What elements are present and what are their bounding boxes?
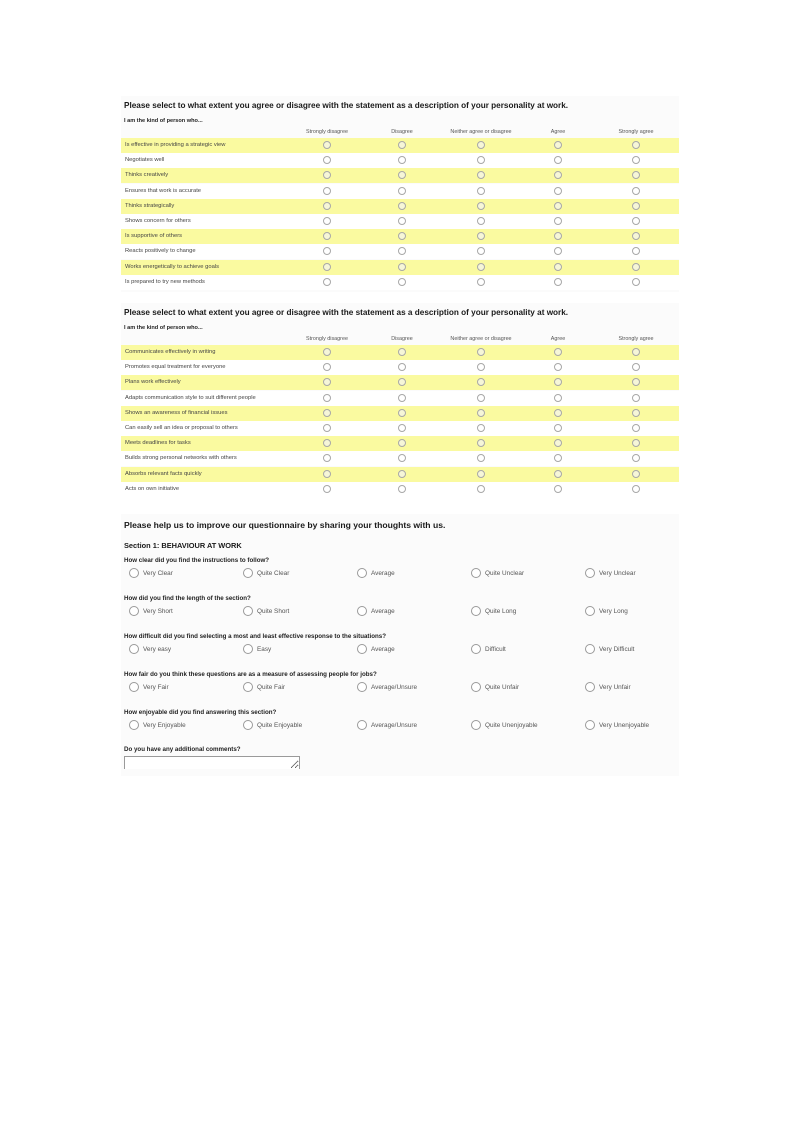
- row-label: Ensures that work is accurate: [125, 187, 202, 194]
- table-row: [121, 184, 679, 199]
- radio-strongly-agree[interactable]: [632, 247, 640, 255]
- radio-agree[interactable]: [554, 470, 562, 478]
- column-header-neither-agree-or-disagree: Neither agree or disagree: [450, 129, 512, 135]
- radio-button[interactable]: [357, 568, 367, 578]
- feedback-question-3: How difficult did you find selecting a most and least effective response to the situations?: [124, 633, 386, 640]
- row-label: Promotes equal treatment for everyone: [125, 364, 226, 371]
- row-label: Can easily sell an idea or proposal to others: [125, 425, 238, 431]
- radio-button[interactable]: [471, 644, 481, 654]
- option-label: Average/Unsure: [371, 721, 418, 729]
- radio-button[interactable]: [585, 682, 595, 692]
- radio-strongly-disagree[interactable]: [323, 202, 331, 210]
- radio-button[interactable]: [243, 568, 253, 578]
- radio-strongly-disagree[interactable]: [323, 485, 331, 493]
- option-label: Very Fair: [143, 683, 169, 691]
- radio-disagree[interactable]: [398, 247, 406, 255]
- radio-disagree[interactable]: [398, 363, 406, 371]
- radio-strongly-disagree[interactable]: [323, 156, 331, 164]
- row-label: Is prepared to try new methods: [125, 278, 205, 285]
- table-row: [121, 260, 679, 275]
- row-label: Shows concern for others: [125, 218, 191, 224]
- column-header-strongly-disagree: Strongly disagree: [306, 336, 348, 342]
- table-row: [121, 275, 679, 290]
- radio-disagree[interactable]: [398, 378, 406, 386]
- grid-1-subtitle: I am the kind of person who...: [124, 118, 203, 124]
- radio-agree[interactable]: [554, 202, 562, 210]
- radio-strongly-disagree[interactable]: [323, 363, 331, 371]
- table-row: [121, 168, 679, 183]
- comments-label: Do you have any additional comments?: [124, 746, 241, 753]
- radio-disagree[interactable]: [398, 217, 406, 225]
- radio-button[interactable]: [585, 606, 595, 616]
- row-label: Acts on own initiative: [125, 485, 180, 492]
- radio-strongly-disagree[interactable]: [323, 394, 331, 402]
- table-row: [121, 244, 679, 259]
- radio-button[interactable]: [585, 720, 595, 730]
- row-label: Plans work effectively: [125, 379, 181, 386]
- table-row: [121, 482, 679, 497]
- radio-strongly-disagree[interactable]: [323, 141, 331, 149]
- radio-strongly-agree[interactable]: [632, 470, 640, 478]
- table-row: [121, 391, 679, 406]
- option-label: Very Long: [599, 607, 628, 615]
- option-label: Quite Unfair: [485, 683, 520, 691]
- radio-neither-agree-or-disagree[interactable]: [477, 217, 485, 225]
- radio-button[interactable]: [585, 568, 595, 578]
- table-row: [121, 436, 679, 451]
- option-label: Very Unclear: [599, 569, 636, 577]
- radio-strongly-disagree[interactable]: [323, 263, 331, 271]
- radio-strongly-agree[interactable]: [632, 141, 640, 149]
- radio-button[interactable]: [357, 644, 367, 654]
- column-header-neither-agree-or-disagree: Neither agree or disagree: [450, 336, 512, 342]
- radio-strongly-disagree[interactable]: [323, 424, 331, 432]
- radio-strongly-disagree[interactable]: [323, 439, 331, 447]
- radio-neither-agree-or-disagree[interactable]: [477, 232, 485, 240]
- option-label: Average: [371, 607, 395, 615]
- radio-agree[interactable]: [554, 171, 562, 179]
- table-row: [121, 360, 679, 375]
- radio-neither-agree-or-disagree[interactable]: [477, 263, 485, 271]
- row-label: Adapts communication style to suit different people: [125, 394, 256, 401]
- radio-strongly-agree[interactable]: [632, 187, 640, 195]
- radio-strongly-agree[interactable]: [632, 454, 640, 462]
- option-label: Average/Unsure: [371, 683, 418, 691]
- feedback-section-heading: Section 1: BEHAVIOUR AT WORK: [124, 541, 242, 550]
- radio-strongly-disagree[interactable]: [323, 470, 331, 478]
- radio-disagree[interactable]: [398, 187, 406, 195]
- column-header-strongly-disagree: Strongly disagree: [306, 129, 348, 135]
- radio-strongly-disagree[interactable]: [323, 217, 331, 225]
- feedback-question-4: How fair do you think these questions are as a measure of assessing people for jobs?: [124, 671, 377, 678]
- table-row: [121, 214, 679, 229]
- radio-disagree[interactable]: [398, 348, 406, 356]
- radio-disagree[interactable]: [398, 232, 406, 240]
- radio-disagree[interactable]: [398, 171, 406, 179]
- radio-strongly-disagree[interactable]: [323, 187, 331, 195]
- radio-button[interactable]: [471, 568, 481, 578]
- table-row: [121, 138, 679, 153]
- radio-agree[interactable]: [554, 278, 562, 286]
- feedback-question-1: How clear did you find the instructions to follow?: [124, 557, 270, 564]
- radio-neither-agree-or-disagree[interactable]: [477, 156, 485, 164]
- radio-neither-agree-or-disagree[interactable]: [477, 348, 485, 356]
- radio-neither-agree-or-disagree[interactable]: [477, 363, 485, 371]
- grid-2-title: Please select to what extent you agree or disagree with the statement as a description of your personality at work.: [124, 308, 569, 317]
- radio-agree[interactable]: [554, 348, 562, 356]
- radio-button[interactable]: [129, 568, 139, 578]
- table-row: [121, 153, 679, 168]
- radio-strongly-agree[interactable]: [632, 409, 640, 417]
- radio-button[interactable]: [357, 682, 367, 692]
- option-label: Difficult: [485, 645, 506, 653]
- radio-agree[interactable]: [554, 394, 562, 402]
- option-label: Quite Fair: [257, 683, 286, 691]
- radio-button[interactable]: [471, 720, 481, 730]
- radio-neither-agree-or-disagree[interactable]: [477, 470, 485, 478]
- radio-strongly-agree[interactable]: [632, 263, 640, 271]
- radio-strongly-agree[interactable]: [632, 378, 640, 386]
- radio-disagree[interactable]: [398, 156, 406, 164]
- radio-agree[interactable]: [554, 217, 562, 225]
- row-label: Works energetically to achieve goals: [125, 263, 219, 270]
- radio-neither-agree-or-disagree[interactable]: [477, 439, 485, 447]
- radio-neither-agree-or-disagree[interactable]: [477, 378, 485, 386]
- radio-agree[interactable]: [554, 363, 562, 371]
- option-label: Average: [371, 569, 395, 577]
- radio-disagree[interactable]: [398, 409, 406, 417]
- option-label: Quite Unclear: [485, 569, 525, 577]
- radio-disagree[interactable]: [398, 454, 406, 462]
- radio-neither-agree-or-disagree[interactable]: [477, 202, 485, 210]
- radio-neither-agree-or-disagree[interactable]: [477, 187, 485, 195]
- option-label: Quite Short: [257, 607, 290, 615]
- table-row: [121, 229, 679, 244]
- radio-disagree[interactable]: [398, 439, 406, 447]
- radio-button[interactable]: [129, 720, 139, 730]
- radio-button[interactable]: [471, 682, 481, 692]
- radio-button[interactable]: [243, 644, 253, 654]
- row-label: Builds strong personal networks with others: [125, 455, 237, 462]
- radio-button[interactable]: [243, 606, 253, 616]
- radio-strongly-agree[interactable]: [632, 278, 640, 286]
- radio-strongly-disagree[interactable]: [323, 232, 331, 240]
- radio-strongly-agree[interactable]: [632, 424, 640, 432]
- rating-grid-1: [121, 96, 679, 292]
- table-row: [121, 345, 679, 360]
- radio-strongly-disagree[interactable]: [323, 171, 331, 179]
- radio-agree[interactable]: [554, 247, 562, 255]
- option-label: Average: [371, 645, 395, 653]
- radio-disagree[interactable]: [398, 202, 406, 210]
- option-label: Very Unenjoyable: [599, 721, 650, 729]
- radio-strongly-agree[interactable]: [632, 156, 640, 164]
- radio-agree[interactable]: [554, 424, 562, 432]
- radio-disagree[interactable]: [398, 470, 406, 478]
- option-label: Very Clear: [143, 569, 173, 577]
- option-label: Very Difficult: [599, 645, 635, 653]
- radio-strongly-agree[interactable]: [632, 485, 640, 493]
- radio-neither-agree-or-disagree[interactable]: [477, 171, 485, 179]
- radio-agree[interactable]: [554, 439, 562, 447]
- radio-agree[interactable]: [554, 156, 562, 164]
- option-label: Very Unfair: [599, 683, 631, 691]
- option-label: Quite Long: [485, 607, 517, 615]
- feedback-question-5: How enjoyable did you find answering this section?: [124, 709, 277, 716]
- row-label: Meets deadlines for tasks: [125, 440, 191, 447]
- table-row: [121, 467, 679, 482]
- option-label: Quite Unenjoyable: [485, 721, 538, 729]
- grid-2-subtitle: I am the kind of person who...: [124, 325, 203, 331]
- radio-disagree[interactable]: [398, 424, 406, 432]
- table-row: [121, 375, 679, 390]
- radio-disagree[interactable]: [398, 278, 406, 286]
- radio-strongly-disagree[interactable]: [323, 454, 331, 462]
- radio-button[interactable]: [585, 644, 595, 654]
- radio-strongly-agree[interactable]: [632, 394, 640, 402]
- radio-strongly-disagree[interactable]: [323, 348, 331, 356]
- radio-strongly-agree[interactable]: [632, 202, 640, 210]
- column-header-disagree: Disagree: [391, 336, 413, 342]
- radio-strongly-agree[interactable]: [632, 232, 640, 240]
- table-row: [121, 421, 679, 436]
- radio-strongly-agree[interactable]: [632, 171, 640, 179]
- radio-agree[interactable]: [554, 454, 562, 462]
- radio-strongly-agree[interactable]: [632, 439, 640, 447]
- feedback-question-2: How did you find the length of the section?: [124, 595, 251, 602]
- radio-button[interactable]: [129, 682, 139, 692]
- feedback-title: Please help us to improve our questionnaire by sharing your thoughts with us.: [124, 520, 446, 530]
- radio-neither-agree-or-disagree[interactable]: [477, 485, 485, 493]
- column-header-agree: Agree: [550, 336, 566, 342]
- radio-neither-agree-or-disagree[interactable]: [477, 424, 485, 432]
- rating-grid-2: [121, 303, 679, 497]
- comments-input[interactable]: [124, 756, 300, 769]
- radio-disagree[interactable]: [398, 263, 406, 271]
- option-label: Very easy: [143, 645, 172, 653]
- radio-agree[interactable]: [554, 378, 562, 386]
- radio-strongly-disagree[interactable]: [323, 247, 331, 255]
- column-header-disagree: Disagree: [391, 129, 413, 135]
- radio-neither-agree-or-disagree[interactable]: [477, 247, 485, 255]
- radio-button[interactable]: [471, 606, 481, 616]
- radio-agree[interactable]: [554, 263, 562, 271]
- radio-button[interactable]: [243, 720, 253, 730]
- option-label: Easy: [257, 645, 272, 653]
- radio-neither-agree-or-disagree[interactable]: [477, 141, 485, 149]
- row-label: Is effective in providing a strategic view: [125, 142, 226, 148]
- row-label: Communicates effectively in writing: [125, 349, 216, 355]
- radio-button[interactable]: [129, 606, 139, 616]
- radio-neither-agree-or-disagree[interactable]: [477, 394, 485, 402]
- radio-strongly-disagree[interactable]: [323, 278, 331, 286]
- radio-neither-agree-or-disagree[interactable]: [477, 409, 485, 417]
- option-label: Quite Clear: [257, 569, 290, 577]
- radio-agree[interactable]: [554, 485, 562, 493]
- radio-agree[interactable]: [554, 187, 562, 195]
- row-label: Thinks creatively: [125, 172, 169, 179]
- option-label: Very Short: [143, 607, 173, 615]
- table-row: [121, 406, 679, 421]
- row-label: Thinks strategically: [125, 202, 175, 209]
- row-label: Is supportive of others: [125, 233, 183, 240]
- radio-button[interactable]: [129, 644, 139, 654]
- row-label: Reacts positively to change: [125, 248, 196, 255]
- radio-strongly-disagree[interactable]: [323, 409, 331, 417]
- radio-agree[interactable]: [554, 141, 562, 149]
- radio-disagree[interactable]: [398, 394, 406, 402]
- table-row: [121, 451, 679, 466]
- radio-button[interactable]: [357, 606, 367, 616]
- radio-button[interactable]: [243, 682, 253, 692]
- radio-disagree[interactable]: [398, 485, 406, 493]
- radio-disagree[interactable]: [398, 141, 406, 149]
- table-row: [121, 199, 679, 214]
- radio-button[interactable]: [357, 720, 367, 730]
- feedback-section: [121, 514, 679, 776]
- radio-strongly-agree[interactable]: [632, 348, 640, 356]
- column-header-strongly-agree: Strongly agree: [618, 129, 654, 135]
- radio-strongly-agree[interactable]: [632, 363, 640, 371]
- radio-strongly-disagree[interactable]: [323, 378, 331, 386]
- column-header-strongly-agree: Strongly agree: [618, 336, 654, 342]
- option-label: Quite Enjoyable: [257, 721, 303, 729]
- row-label: Negotiates well: [125, 157, 165, 164]
- column-header-agree: Agree: [550, 129, 566, 135]
- radio-agree[interactable]: [554, 232, 562, 240]
- radio-neither-agree-or-disagree[interactable]: [477, 278, 485, 286]
- row-label: Absorbs relevant facts quickly: [125, 470, 202, 477]
- radio-strongly-agree[interactable]: [632, 217, 640, 225]
- option-label: Very Enjoyable: [143, 721, 186, 729]
- row-label: Shows an awareness of financial issues: [125, 409, 228, 416]
- radio-agree[interactable]: [554, 409, 562, 417]
- grid-1-title: Please select to what extent you agree or disagree with the statement as a description of your personality at work.: [124, 101, 569, 110]
- radio-neither-agree-or-disagree[interactable]: [477, 454, 485, 462]
